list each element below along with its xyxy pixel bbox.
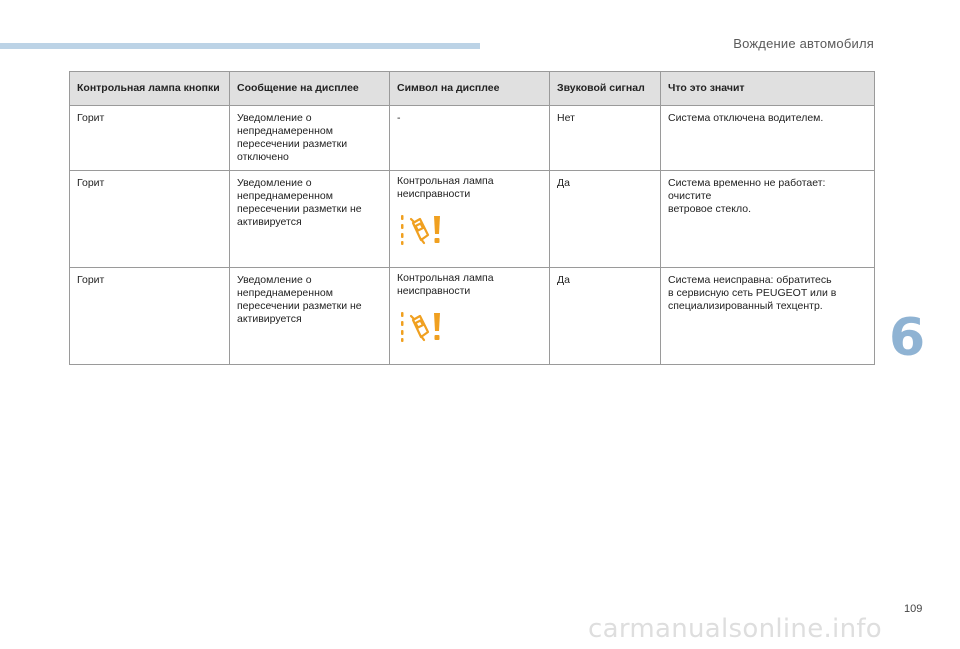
table-header-row	[70, 72, 875, 106]
cell-message: Уведомление о непреднамеренном пересечении разметки отключено	[230, 106, 390, 171]
cell-symbol	[390, 267, 550, 364]
column-header-lamp: Контрольная лампа кнопки	[70, 72, 230, 106]
table-row	[70, 267, 875, 364]
cell-message: Уведомление о непреднамеренном пересечении разметки не активируется	[230, 267, 390, 364]
table-row	[70, 106, 875, 171]
chapter-title: Вождение автомобиля	[733, 36, 874, 51]
cell-sound: Нет	[550, 106, 661, 171]
cell-lamp: Горит	[70, 171, 230, 268]
symbol-label: Контрольная лампа неисправности	[397, 175, 494, 200]
top-accent-bar	[0, 43, 480, 49]
lane-departure-warning-icon	[400, 213, 444, 247]
cell-meaning: Система временно не работает: очистите ветровое стекло.	[661, 171, 875, 268]
column-header-sound: Звуковой сигнал	[550, 72, 661, 106]
symbol-label: Контрольная лампа неисправности	[397, 271, 494, 297]
cell-lamp: Горит	[70, 267, 230, 364]
column-header-symbol: Символ на дисплее	[390, 72, 550, 106]
lane-departure-table	[69, 71, 875, 365]
column-header-meaning: Что это значит	[661, 72, 875, 106]
cell-symbol: -	[390, 106, 550, 171]
table-row	[70, 171, 875, 268]
cell-message: Уведомление о непреднамеренном пересечении разметки не активируется	[230, 171, 390, 268]
column-header-message: Сообщение на дисплее	[230, 72, 390, 106]
page-number: 109	[904, 603, 923, 615]
chapter-number: 6	[889, 308, 926, 368]
watermark: carmanualsonline.info	[588, 614, 883, 644]
cell-sound: Да	[550, 171, 661, 268]
cell-lamp: Горит	[70, 106, 230, 171]
cell-meaning: Система неисправна: обратитесь в сервисную сеть PEUGEOT или в специализированный техцентр.	[661, 267, 875, 364]
cell-symbol	[390, 171, 550, 268]
lane-departure-warning-icon	[400, 310, 444, 344]
cell-sound: Да	[550, 267, 661, 364]
cell-meaning: Система отключена водителем.	[661, 106, 875, 171]
